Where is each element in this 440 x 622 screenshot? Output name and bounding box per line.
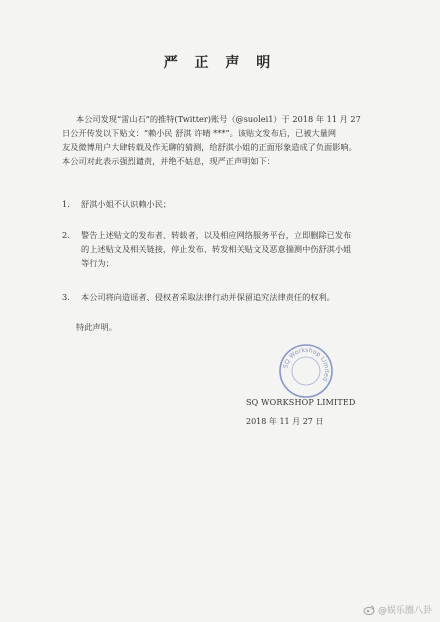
item-text: 的上述贴文及相关链接，停止发布、转发相关贴文及恶意揣测中伤舒淇小姐 xyxy=(81,244,352,254)
intro-paragraph xyxy=(62,112,387,168)
item-text: 等行为； xyxy=(81,258,114,268)
closing-text: 特此声明。 xyxy=(76,322,117,332)
document-title: 严 正 声 明 xyxy=(163,55,277,71)
item-number: 1. xyxy=(62,199,70,209)
company-seal-icon xyxy=(278,343,334,399)
company-name: SQ WORKSHOP LIMITED xyxy=(246,398,356,407)
intro-line: 本公司发现“雷山石”的推特(Twitter)账号（@suolei1）于 2018 年 11 月 27 xyxy=(76,114,361,124)
item-number: 2. xyxy=(62,230,70,240)
item-number: 3. xyxy=(62,292,70,302)
item-text: 警告上述贴文的发布者、转载者，以及相应网络服务平台，立即删除已发布 xyxy=(81,230,352,240)
intro-line: 友及微博用户大肆转载及作无聊的猜测，给舒淇小姐的正面形象造成了负面影响。 xyxy=(62,142,357,152)
intro-line: 本公司对此表示强烈谴责，并绝不姑息，现严正声明如下： xyxy=(62,156,275,166)
item-text: 舒淇小姐不认识赖小民； xyxy=(81,199,172,209)
statement-date: 2018 年 11 月 27 日 xyxy=(246,417,324,426)
svg-text:SQ Workshop Limited: SQ Workshop Limited xyxy=(282,346,331,383)
item-text: 本公司将向造谣者、侵权者采取法律行动并保留追究法律责任的权利。 xyxy=(81,292,335,302)
intro-line: 日公开传发以下贴文：“赖小民 舒淇 许晴 ***”。该贴文发布后，已被大量网 xyxy=(62,128,337,138)
watermark-text: @娱乐圈八卦 xyxy=(377,606,432,616)
weibo-logo-icon xyxy=(363,604,375,616)
watermark xyxy=(363,603,432,616)
